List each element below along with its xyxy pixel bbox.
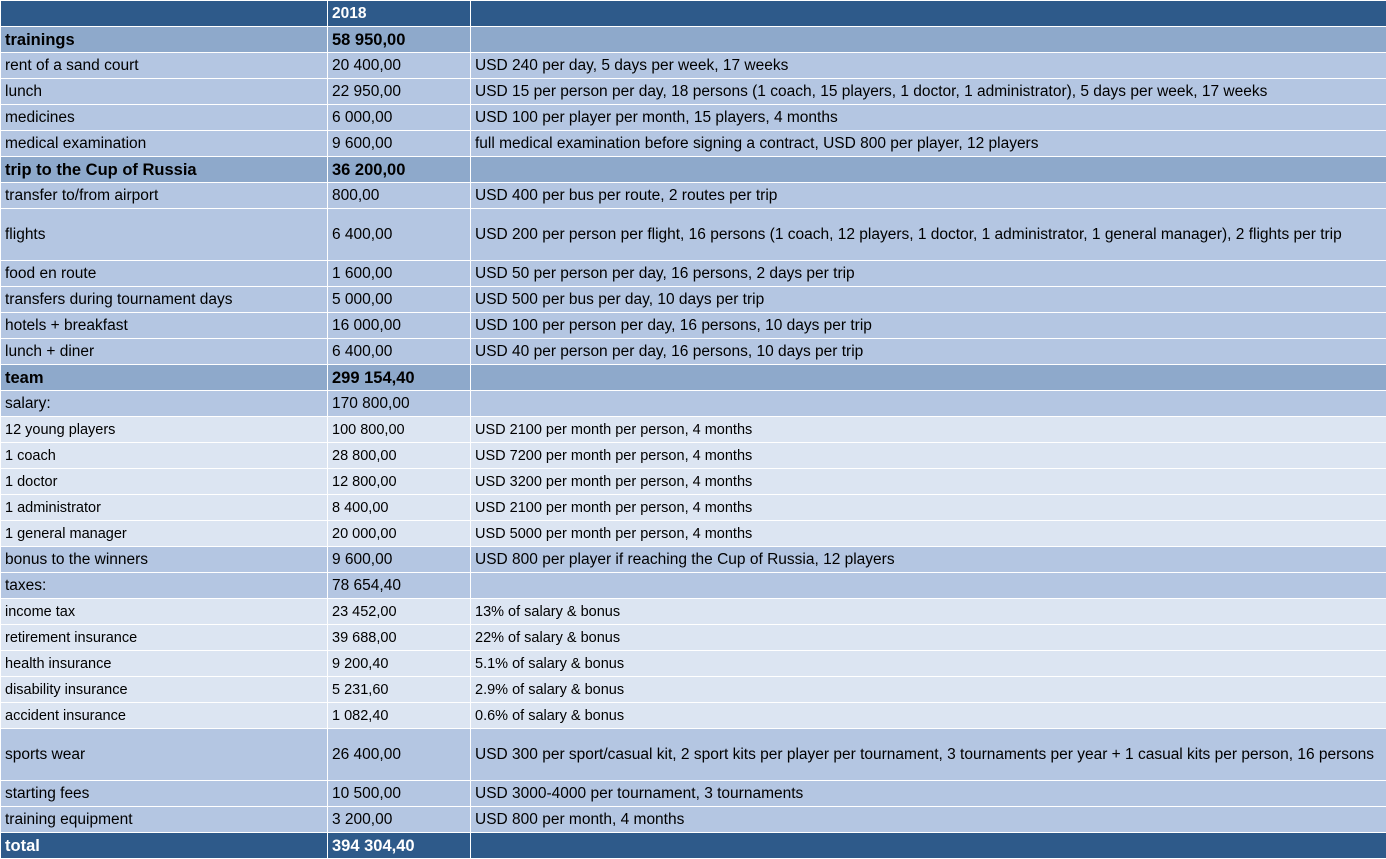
table-body [1, 27, 1386, 833]
item-row [1, 339, 1386, 365]
item-name-cell[interactable]: 1 doctor [1, 469, 328, 495]
item-name-cell[interactable]: hotels + breakfast [1, 313, 328, 339]
item-name-cell[interactable]: medicines [1, 105, 328, 131]
item-amount-cell[interactable]: 78 654,40 [328, 573, 471, 599]
item-amount-cell[interactable]: 6 400,00 [328, 339, 471, 365]
item-amount-cell[interactable]: 22 950,00 [328, 79, 471, 105]
item-amount-cell[interactable]: 36 200,00 [328, 157, 471, 183]
item-name-cell[interactable]: disability insurance [1, 677, 328, 703]
item-name-cell[interactable]: retirement insurance [1, 625, 328, 651]
sub-item-row [1, 495, 1386, 521]
item-note-cell[interactable]: USD 15 per person per day, 18 persons (1 coach, 15 players, 1 doctor, 1 administrator), 5 days per week, 17 weeks [471, 79, 1386, 105]
item-row [1, 547, 1386, 573]
item-amount-cell[interactable]: 5 000,00 [328, 287, 471, 313]
item-note-cell[interactable]: 2.9% of salary & bonus [471, 677, 1386, 703]
item-note-cell[interactable] [471, 573, 1386, 599]
sub-item-row [1, 417, 1386, 443]
item-note-cell[interactable]: USD 200 per person per flight, 16 persons (1 coach, 12 players, 1 doctor, 1 administrator, 1 general manager), 2 flights per trip [471, 209, 1386, 261]
sub-item-row [1, 443, 1386, 469]
item-name-cell[interactable]: training equipment [1, 807, 328, 833]
item-note-cell[interactable] [471, 27, 1386, 53]
header-year-cell[interactable]: 2018 [328, 1, 471, 27]
item-note-cell[interactable]: USD 2100 per month per person, 4 months [471, 417, 1386, 443]
item-note-cell[interactable]: 5.1% of salary & bonus [471, 651, 1386, 677]
item-note-cell[interactable]: USD 500 per bus per day, 10 days per trip [471, 287, 1386, 313]
item-name-cell[interactable]: transfers during tournament days [1, 287, 328, 313]
item-name-cell[interactable]: starting fees [1, 781, 328, 807]
item-amount-cell[interactable]: 20 000,00 [328, 521, 471, 547]
item-row [1, 287, 1386, 313]
item-note-cell[interactable]: full medical examination before signing a contract, USD 800 per player, 12 players [471, 131, 1386, 157]
item-name-cell[interactable]: taxes: [1, 573, 328, 599]
item-row [1, 573, 1386, 599]
item-name-cell[interactable]: lunch [1, 79, 328, 105]
sub-item-row [1, 521, 1386, 547]
item-name-cell[interactable]: trainings [1, 27, 328, 53]
sub-item-row [1, 677, 1386, 703]
item-row [1, 781, 1386, 807]
section-row [1, 157, 1386, 183]
item-row [1, 729, 1386, 781]
item-note-cell[interactable]: USD 40 per person per day, 16 persons, 10 days per trip [471, 339, 1386, 365]
item-amount-cell[interactable]: 1 082,40 [328, 703, 471, 729]
item-name-cell[interactable]: 12 young players [1, 417, 328, 443]
item-amount-cell[interactable]: 1 600,00 [328, 261, 471, 287]
item-note-cell[interactable]: USD 100 per player per month, 15 players, 4 months [471, 105, 1386, 131]
item-row [1, 53, 1386, 79]
item-note-cell[interactable]: USD 300 per sport/casual kit, 2 sport kits per player per tournament, 3 tournaments per year + 1 casual kits per person, 16 persons [471, 729, 1386, 781]
item-note-cell[interactable]: 13% of salary & bonus [471, 599, 1386, 625]
item-amount-cell[interactable]: 9 600,00 [328, 131, 471, 157]
item-name-cell[interactable]: health insurance [1, 651, 328, 677]
item-name-cell[interactable]: salary: [1, 391, 328, 417]
item-row [1, 391, 1386, 417]
item-name-cell[interactable]: accident insurance [1, 703, 328, 729]
item-note-cell[interactable]: USD 240 per day, 5 days per week, 17 weeks [471, 53, 1386, 79]
item-note-cell[interactable]: USD 800 per player if reaching the Cup of Russia, 12 players [471, 547, 1386, 573]
item-amount-cell[interactable]: 28 800,00 [328, 443, 471, 469]
total-label-cell[interactable]: total [1, 833, 328, 859]
item-amount-cell[interactable]: 9 200,40 [328, 651, 471, 677]
item-amount-cell[interactable]: 20 400,00 [328, 53, 471, 79]
sub-item-row [1, 599, 1386, 625]
item-amount-cell[interactable]: 100 800,00 [328, 417, 471, 443]
item-name-cell[interactable]: bonus to the winners [1, 547, 328, 573]
item-name-cell[interactable]: food en route [1, 261, 328, 287]
item-note-cell[interactable]: USD 2100 per month per person, 4 months [471, 495, 1386, 521]
item-amount-cell[interactable]: 800,00 [328, 183, 471, 209]
sub-item-row [1, 651, 1386, 677]
item-name-cell[interactable]: 1 general manager [1, 521, 328, 547]
item-note-cell[interactable] [471, 157, 1386, 183]
item-amount-cell[interactable]: 26 400,00 [328, 729, 471, 781]
total-row [1, 833, 1386, 859]
item-amount-cell[interactable]: 9 600,00 [328, 547, 471, 573]
header-note-cell[interactable] [471, 1, 1386, 27]
item-note-cell[interactable]: 0.6% of salary & bonus [471, 703, 1386, 729]
item-name-cell[interactable]: rent of a sand court [1, 53, 328, 79]
item-name-cell[interactable]: flights [1, 209, 328, 261]
item-amount-cell[interactable]: 299 154,40 [328, 365, 471, 391]
item-row [1, 131, 1386, 157]
header-row [1, 1, 1386, 27]
item-amount-cell[interactable]: 3 200,00 [328, 807, 471, 833]
section-row [1, 27, 1386, 53]
item-amount-cell[interactable]: 10 500,00 [328, 781, 471, 807]
item-amount-cell[interactable]: 16 000,00 [328, 313, 471, 339]
item-row [1, 209, 1386, 261]
item-amount-cell[interactable]: 8 400,00 [328, 495, 471, 521]
item-amount-cell[interactable]: 39 688,00 [328, 625, 471, 651]
item-note-cell[interactable] [471, 391, 1386, 417]
item-note-cell[interactable]: USD 400 per bus per route, 2 routes per trip [471, 183, 1386, 209]
section-row [1, 365, 1386, 391]
item-note-cell[interactable]: USD 50 per person per day, 16 persons, 2 days per trip [471, 261, 1386, 287]
item-name-cell[interactable]: medical examination [1, 131, 328, 157]
item-name-cell[interactable]: income tax [1, 599, 328, 625]
item-amount-cell[interactable]: 6 000,00 [328, 105, 471, 131]
item-name-cell[interactable]: trip to the Cup of Russia [1, 157, 328, 183]
item-row [1, 807, 1386, 833]
total-note-cell[interactable] [471, 833, 1386, 859]
item-name-cell[interactable]: 1 coach [1, 443, 328, 469]
item-row [1, 105, 1386, 131]
item-row [1, 313, 1386, 339]
total-amount-cell[interactable]: 394 304,40 [328, 833, 471, 859]
item-note-cell[interactable]: USD 5000 per month per person, 4 months [471, 521, 1386, 547]
item-note-cell[interactable]: USD 100 per person per day, 16 persons, 10 days per trip [471, 313, 1386, 339]
sub-item-row [1, 703, 1386, 729]
item-amount-cell[interactable]: 5 231,60 [328, 677, 471, 703]
item-note-cell[interactable] [471, 365, 1386, 391]
item-name-cell[interactable]: 1 administrator [1, 495, 328, 521]
item-name-cell[interactable]: transfer to/from airport [1, 183, 328, 209]
item-amount-cell[interactable]: 58 950,00 [328, 27, 471, 53]
item-note-cell[interactable]: 22% of salary & bonus [471, 625, 1386, 651]
item-amount-cell[interactable]: 23 452,00 [328, 599, 471, 625]
item-note-cell[interactable]: USD 7200 per month per person, 4 months [471, 443, 1386, 469]
item-note-cell[interactable]: USD 3200 per month per person, 4 months [471, 469, 1386, 495]
item-name-cell[interactable]: team [1, 365, 328, 391]
item-note-cell[interactable]: USD 800 per month, 4 months [471, 807, 1386, 833]
item-row [1, 79, 1386, 105]
item-note-cell[interactable]: USD 3000-4000 per tournament, 3 tournaments [471, 781, 1386, 807]
sub-item-row [1, 625, 1386, 651]
item-amount-cell[interactable]: 170 800,00 [328, 391, 471, 417]
item-name-cell[interactable]: sports wear [1, 729, 328, 781]
item-name-cell[interactable]: lunch + diner [1, 339, 328, 365]
item-amount-cell[interactable]: 6 400,00 [328, 209, 471, 261]
item-amount-cell[interactable]: 12 800,00 [328, 469, 471, 495]
item-row [1, 261, 1386, 287]
header-label-cell[interactable] [1, 1, 328, 27]
item-row [1, 183, 1386, 209]
sub-item-row [1, 469, 1386, 495]
